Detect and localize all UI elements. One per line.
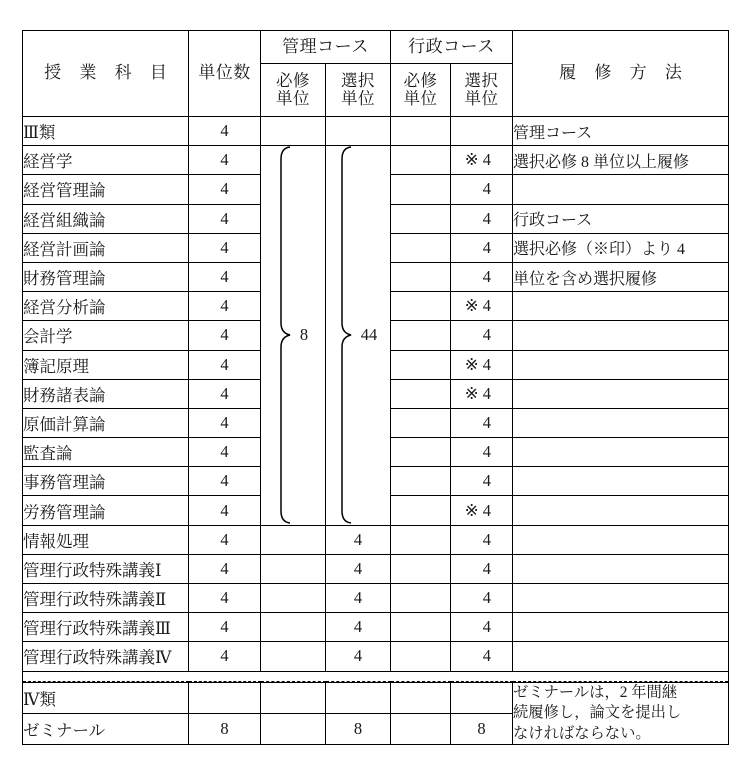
- row-units: 4: [189, 321, 261, 350]
- row-method: [513, 496, 729, 525]
- row-gyosei-required: [391, 262, 451, 291]
- seminar-subject-cell: [23, 713, 189, 744]
- row-method: [513, 292, 729, 321]
- header-gyosei-required: [391, 64, 451, 117]
- row-method: [513, 408, 729, 437]
- row-kanri-required: [261, 554, 326, 583]
- row-subject-cell: [23, 554, 189, 583]
- row-subject-label: 管理行政特殊講義Ⅱ: [23, 590, 167, 610]
- header-kanri-elective-line2: 単位: [341, 89, 375, 108]
- table-body: [23, 117, 729, 672]
- group4-gyosei-required-empty: [391, 682, 451, 713]
- row-method: [513, 321, 729, 350]
- row-units: 4: [189, 262, 261, 291]
- row-kanri-elective: 4: [326, 584, 391, 613]
- row-subject-cell: [23, 525, 189, 554]
- row-method: 選択必修 8 単位以上履修: [513, 146, 729, 175]
- row-gyosei-elective: ※ 4: [451, 146, 513, 175]
- row-subject-cell: [23, 496, 189, 525]
- row-units: 4: [189, 554, 261, 583]
- row-method: [513, 613, 729, 642]
- row-gyosei-required: [391, 292, 451, 321]
- row-subject-label: 財務管理論: [23, 269, 106, 289]
- table-row: [23, 642, 729, 671]
- kanri-required-brace-cell: [261, 146, 326, 525]
- row-gyosei-required: [391, 204, 451, 233]
- row-gyosei-required: [391, 584, 451, 613]
- group4-kanri-required-empty: [261, 682, 326, 713]
- row-gyosei-required: [391, 233, 451, 262]
- row-units: 4: [189, 496, 261, 525]
- row-subject-label: 経営管理論: [23, 181, 106, 201]
- row-method: [513, 554, 729, 583]
- row-gyosei-required: [391, 642, 451, 671]
- row-subject-label: 経営組織論: [23, 210, 106, 230]
- seminar-units: 8: [189, 713, 261, 744]
- row-subject-cell: [23, 642, 189, 671]
- row-kanri-elective: 4: [326, 554, 391, 583]
- row-units: 4: [189, 175, 261, 204]
- row-units: 4: [189, 525, 261, 554]
- row-gyosei-elective: 4: [451, 408, 513, 437]
- kanri-required-total-value: 8: [299, 325, 309, 345]
- row-gyosei-elective: 4: [451, 584, 513, 613]
- group4-label-cell: [23, 682, 189, 713]
- row-units: 4: [189, 292, 261, 321]
- row-gyosei-required: [391, 467, 451, 496]
- row-subject-cell: [23, 175, 189, 204]
- row-subject-cell: [23, 321, 189, 350]
- row-gyosei-elective: [451, 117, 513, 146]
- row-subject-label: 事務管理論: [23, 473, 106, 493]
- row-subject-label: 管理行政特殊講義Ⅲ: [23, 619, 171, 639]
- row-subject-cell: [23, 613, 189, 642]
- row-subject-label: 労務管理論: [23, 502, 106, 522]
- seminar-kanri-elective: 8: [326, 713, 391, 744]
- header-method: 履 修 方 法: [513, 31, 729, 117]
- row-gyosei-required: [391, 175, 451, 204]
- row-subject-label: 簿記原理: [23, 356, 89, 376]
- row-subject-label: 経営分析論: [23, 298, 106, 318]
- kanri-elective-brace-group: [326, 146, 390, 524]
- row-subject-cell: [23, 146, 189, 175]
- group4-method-line3: なければならない。: [513, 724, 651, 742]
- row-method: 管理コース: [513, 117, 729, 146]
- group4-label: Ⅳ類: [23, 689, 56, 709]
- row-kanri-required: [261, 117, 326, 146]
- row-gyosei-elective: ※ 4: [451, 350, 513, 379]
- row-subject-cell: [23, 204, 189, 233]
- group4-kanri-elective-empty: [326, 682, 391, 713]
- row-method: 単位を含め選択履修: [513, 262, 729, 291]
- row-method: [513, 467, 729, 496]
- row-method: [513, 350, 729, 379]
- kanri-elective-total-value: 44: [360, 325, 378, 345]
- table-row: [23, 146, 729, 175]
- row-gyosei-required: [391, 117, 451, 146]
- row-subject-label: 管理行政特殊講義Ⅳ: [23, 648, 172, 668]
- row-gyosei-required: [391, 146, 451, 175]
- seminar-kanri-required: [261, 713, 326, 744]
- row-gyosei-elective: 4: [451, 467, 513, 496]
- row-subject-label: 管理行政特殊講義Ⅰ: [23, 560, 162, 580]
- row-gyosei-required: [391, 350, 451, 379]
- row-kanri-elective: 4: [326, 613, 391, 642]
- group4-gyosei-elective-empty: [451, 682, 513, 713]
- row-gyosei-elective: ※ 4: [451, 379, 513, 408]
- header-gyosei-required-line2: 単位: [403, 89, 438, 108]
- table-row: [23, 584, 729, 613]
- row-gyosei-elective: 4: [451, 438, 513, 467]
- seminar-gyosei-elective: 8: [451, 713, 513, 744]
- row-gyosei-elective: 4: [451, 204, 513, 233]
- row-gyosei-required: [391, 525, 451, 554]
- row-gyosei-required: [391, 379, 451, 408]
- header-kanri-required-line1: 必修: [276, 70, 310, 90]
- seminar-gyosei-required: [391, 713, 451, 744]
- table-row: [23, 525, 729, 554]
- row-method: [513, 379, 729, 408]
- row-kanri-elective: 4: [326, 642, 391, 671]
- header-subject: 授 業 科 目: [23, 31, 189, 117]
- row-gyosei-required: [391, 438, 451, 467]
- row-subject-cell: [23, 584, 189, 613]
- row-subject-label: 原価計算論: [23, 414, 106, 434]
- row-subject-label: 経営学: [23, 152, 73, 172]
- header-kanri-required-line2: 単位: [276, 89, 310, 108]
- header-kanri-elective-line1: 選択: [341, 70, 375, 90]
- row-gyosei-elective: ※ 4: [451, 292, 513, 321]
- row-gyosei-elective: ※ 4: [451, 496, 513, 525]
- header-gyosei-elective-line2: 単位: [464, 89, 499, 108]
- table-row: [23, 117, 729, 146]
- table-footer-group4: [23, 682, 729, 744]
- row-subject-label: 財務諸表論: [23, 385, 106, 405]
- group4-method-line2: 続履修し，論文を提出し: [513, 704, 682, 722]
- row-method: [513, 525, 729, 554]
- row-subject-cell: [23, 292, 189, 321]
- row-gyosei-elective: 4: [451, 613, 513, 642]
- table-header: [23, 31, 729, 117]
- row-method: [513, 584, 729, 613]
- header-gyosei-elective-line1: 選択: [464, 70, 499, 90]
- row-gyosei-required: [391, 496, 451, 525]
- row-kanri-required: [261, 584, 326, 613]
- row-gyosei-elective: 4: [451, 262, 513, 291]
- kanri-required-brace-icon: [278, 145, 294, 525]
- header-course-kanri: 管理コース: [261, 31, 391, 64]
- row-method: [513, 438, 729, 467]
- row-subject-cell: [23, 438, 189, 467]
- header-gyosei-required-line1: 必修: [403, 70, 438, 90]
- row-subject-label: 会計学: [23, 327, 73, 347]
- row-kanri-required: [261, 613, 326, 642]
- row-units: 4: [189, 642, 261, 671]
- row-gyosei-elective: 4: [451, 554, 513, 583]
- header-gyosei-elective: [451, 64, 513, 117]
- row-units: 4: [189, 379, 261, 408]
- row-gyosei-elective: 4: [451, 525, 513, 554]
- row-units: 4: [189, 584, 261, 613]
- row-subject-cell: [23, 379, 189, 408]
- row-kanri-required: [261, 525, 326, 554]
- group4-method-text: [513, 683, 728, 744]
- row-kanri-required: [261, 642, 326, 671]
- row-gyosei-required: [391, 554, 451, 583]
- row-units: 4: [189, 146, 261, 175]
- row-units: 4: [189, 438, 261, 467]
- table-separator: [23, 671, 729, 682]
- row-gyosei-required: [391, 321, 451, 350]
- row-subject-label: 経営計画論: [23, 239, 106, 259]
- row-gyosei-required: [391, 613, 451, 642]
- row-gyosei-elective: 4: [451, 233, 513, 262]
- row-subject-cell: [23, 350, 189, 379]
- seminar-subject-label: ゼミナール: [23, 720, 106, 740]
- row-subject-label: 情報処理: [23, 531, 89, 551]
- group4-method-line1: ゼミナールは，2 年間継: [513, 683, 678, 701]
- row-units: 4: [189, 467, 261, 496]
- row-method: [513, 175, 729, 204]
- group4-method-cell: [513, 682, 729, 744]
- row-subject-label: 監査論: [23, 444, 73, 464]
- row-method: 選択必修（※印）より 4: [513, 233, 729, 262]
- row-gyosei-elective: 4: [451, 175, 513, 204]
- row-gyosei-elective: 4: [451, 321, 513, 350]
- row-subject-cell: [23, 467, 189, 496]
- header-units: 単位数: [189, 31, 261, 117]
- table-row: [23, 613, 729, 642]
- row-units: 4: [189, 233, 261, 262]
- row-kanri-elective: 4: [326, 525, 391, 554]
- row-kanri-elective: [326, 117, 391, 146]
- row-gyosei-required: [391, 408, 451, 437]
- row-method: 行政コース: [513, 204, 729, 233]
- row-subject-cell: [23, 262, 189, 291]
- row-units: 4: [189, 204, 261, 233]
- row-units: 4: [189, 117, 261, 146]
- curriculum-table: [22, 30, 729, 745]
- row-subject-cell: [23, 408, 189, 437]
- row-subject-cell: [23, 233, 189, 262]
- row-subject-label: Ⅲ類: [23, 123, 56, 143]
- row-subject-cell: [23, 117, 189, 146]
- table-row: [23, 554, 729, 583]
- spacer-cell: [23, 671, 729, 681]
- header-kanri-elective: [326, 64, 391, 117]
- kanri-elective-brace-icon: [339, 145, 355, 525]
- kanri-elective-brace-cell: [326, 146, 391, 525]
- header-kanri-required: [261, 64, 326, 117]
- row-units: 4: [189, 613, 261, 642]
- row-gyosei-elective: 4: [451, 642, 513, 671]
- row-units: 4: [189, 408, 261, 437]
- row-method: [513, 642, 729, 671]
- row-units: 4: [189, 350, 261, 379]
- kanri-required-brace-group: [261, 146, 325, 524]
- group4-units-empty: [189, 682, 261, 713]
- header-course-gyosei: 行政コース: [391, 31, 513, 64]
